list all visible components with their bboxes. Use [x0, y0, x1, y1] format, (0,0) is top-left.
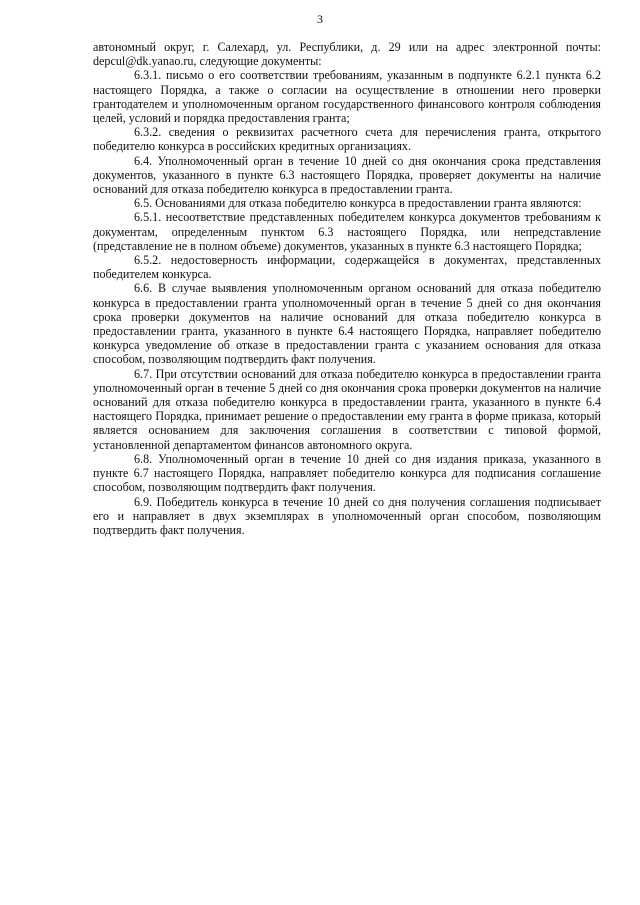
paragraph-6-6: 6.6. В случае выявления уполномоченным органом оснований для отказа победителю конкурса в предоставлении гранта уполномоченный орган в течение 5 дней со дня окончания срока проверки документов на наличие оснований для отказа победителю конкурса в предоставлении гранта, указанного в пункте 6.4 настоящего Порядка, направляет победителю конкурса уведомление об отказе в предоставлении гранта с указанием основания для отказа способом, позволяющим подтвердить факт получения. — [93, 281, 601, 367]
paragraph-6-4: 6.4. Уполномоченный орган в течение 10 дней со дня окончания срока представления документов, указанного в пункте 6.3 настоящего Порядка, проверяет документы на наличие оснований для отказа победителю конкурса в предоставлении гранта. — [93, 153, 601, 197]
paragraph-6-8: 6.8. Уполномоченный орган в течение 10 дней со дня издания приказа, указанного в пункте 6.7 настоящего Порядка, направляет победителю конкурса для подписания соглашение способом, позволяющим подтвердить факт получения. — [93, 451, 601, 495]
paragraph-6-3-1: 6.3.1. письмо о его соответствии требованиям, указанным в подпункте 6.2.1 пункта 6.2 настоящего Порядка, а также о согласии на осуществление в отношении него проверки грантодателем и уполномоченным органом государственного финансового контроля соблюдения целей, условий и порядка предоставления гранта; — [93, 68, 601, 126]
paragraph-6-7: 6.7. При отсутствии оснований для отказа победителю конкурса в предоставлении гранта уполномоченный орган в течение 5 дней со дня окончания срока проверки документов на наличие оснований для отказа победителю конкурса в предоставлении гранта, указанного в пункте 6.4 настоящего Порядка, принимает решение о предоставлении ему гранта в форме приказа, который является основанием для заключения соглашения в соответствии с типовой формой, установленной департаментом финансов автономного округа. — [93, 366, 601, 452]
paragraph-6-5: 6.5. Основаниями для отказа победителю конкурса в предоставлении гранта являются: — [134, 196, 582, 211]
document-body — [93, 40, 601, 537]
paragraph-6-5-1: 6.5.1. несоответствие представленных победителем конкурса документов требованиям к документам, определенным пунктом 6.3 настоящего Порядка, или непредставление (представление не в полном объеме) документов, указанных в пункте 6.3 настоящего Порядка; — [93, 210, 601, 253]
paragraph-address-continuation: автономный округ, г. Салехард, ул. Республики, д. 29 или на адрес электронной почты: depcul@dk.yanao.ru, следующие документы: — [93, 40, 601, 69]
paragraph-6-3-2: 6.3.2. сведения о реквизитах расчетного счета для перечисления гранта, открытого победителю конкурса в российских кредитных организациях. — [93, 125, 601, 154]
page-number: 3 — [317, 12, 323, 26]
paragraph-6-9: 6.9. Победитель конкурса в течение 10 дней со дня получения соглашения подписывает его и направляет в двух экземплярах в уполномоченный орган способом, позволяющим подтвердить факт получения. — [93, 494, 601, 537]
paragraph-6-5-2: 6.5.2. недостоверность информации, содержащейся в документах, представленных победителем конкурса. — [93, 253, 601, 282]
